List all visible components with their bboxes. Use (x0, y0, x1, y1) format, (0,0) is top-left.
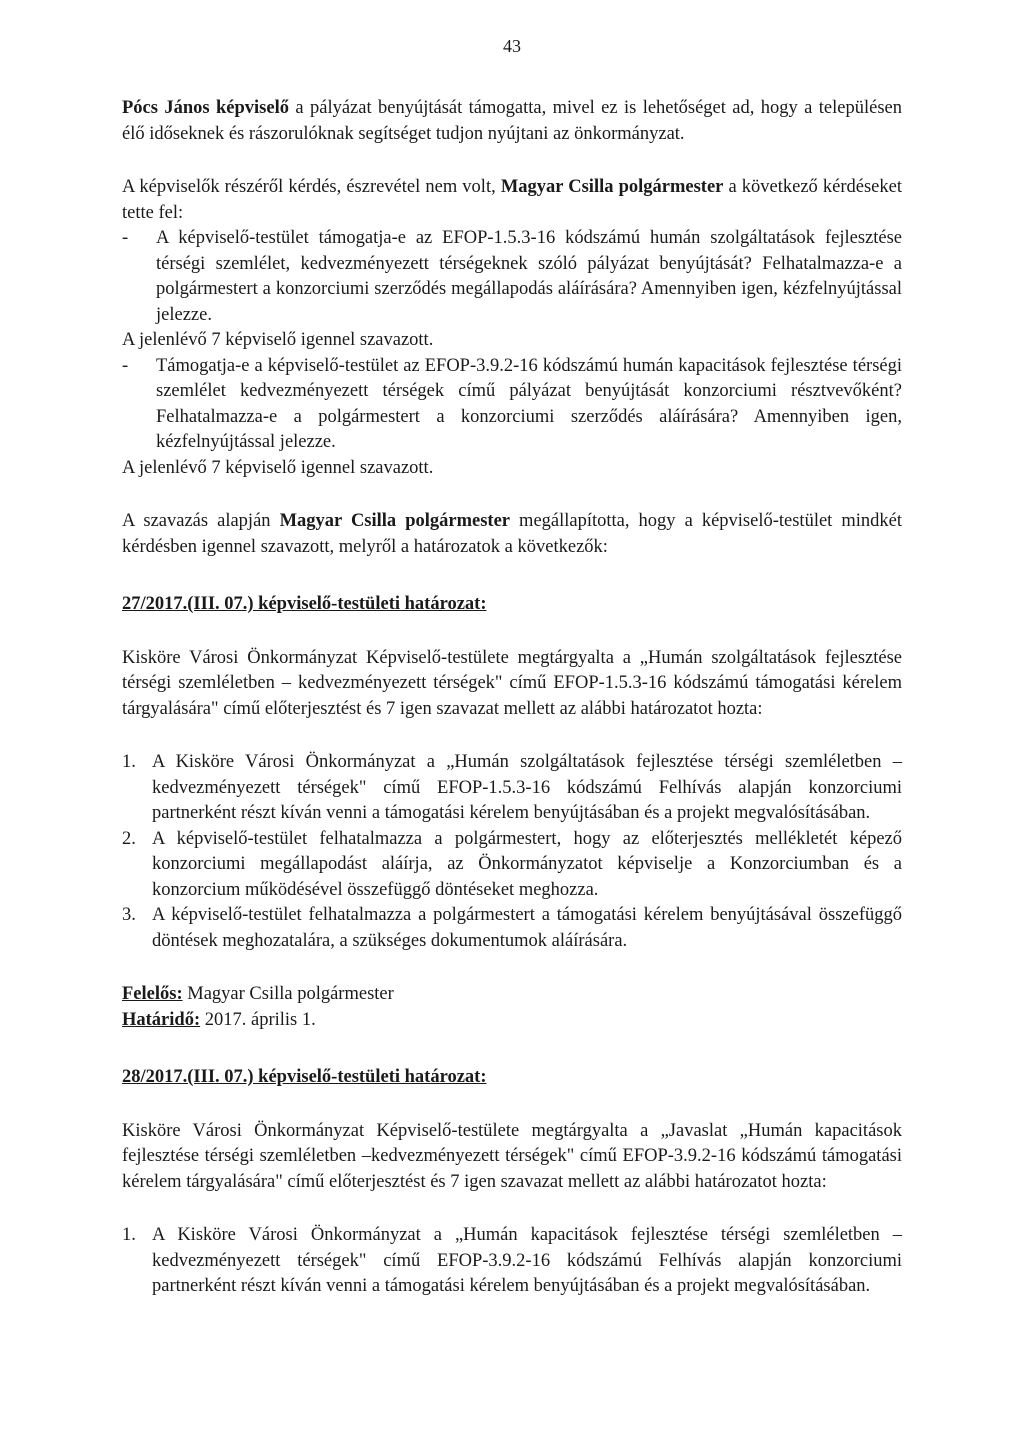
questions-intro-text-2: a következő kérdéseket tette fel: (122, 177, 902, 223)
list-item (122, 827, 902, 904)
question-item-2 (122, 354, 902, 456)
resolution-preamble: Kisköre Városi Önkormányzat Képviselő-testülete megtárgyalta a „Humán szolgáltatások fejlesztése térségi szemléletben – kedvezményezett térségek" című EFOP-1.5.3-16 kódszámú támogatási kérelem tárgyalására" című előterjesztést és 7 igen szavazat mellett az alábbi határozatot hozta: (122, 647, 902, 719)
item-number: 1. (122, 752, 136, 772)
resolution-item-list (122, 750, 902, 954)
resolution-heading: 27/2017.(III. 07.) képviselő-testületi határozat: (122, 594, 487, 614)
result-paragraph (122, 509, 902, 560)
document-body (122, 96, 902, 1300)
item-number: 3. (122, 905, 136, 925)
questions-intro-paragraph (122, 175, 902, 226)
question-item-1 (122, 226, 902, 328)
deadline-value: 2017. április 1. (200, 1009, 316, 1030)
mayor-name: Magyar Csilla polgármester (500, 177, 724, 197)
speaker-name: Pócs János képviselő (122, 98, 289, 118)
questions-intro-text-1: A képviselők részéről kérdés, észrevétel nem volt, (122, 177, 501, 197)
list-item (122, 750, 902, 827)
deadline-label: Határidő: (122, 1009, 201, 1030)
dash-bullet: - (122, 228, 129, 248)
responsible-label: Felelős: (122, 984, 183, 1004)
intro-paragraph (122, 96, 902, 147)
item-text: A képviselő-testület felhatalmazza a polgármestert a támogatási kérelem benyújtásával összefüggő döntések meghozatalára, a szükséges dokumentumok aláírására. (152, 905, 902, 951)
deadline-line (122, 1008, 902, 1034)
item-text: A képviselő-testület felhatalmazza a polgármestert, hogy az előterjesztés mellékletét képező konzorciumi megállapodást aláírja, az Önkormányzatot képviselje a Konzorciumban és a konzorcium működésével összefüggő döntéseket meghozza. (152, 828, 902, 900)
result-text-1: A szavazás alapján (122, 511, 280, 531)
resolution-preamble: Kisköre Városi Önkormányzat Képviselő-testülete megtárgyalta a „Javaslat „Humán kapacitások fejlesztése térségi szemléletben –kedvezményezett térségek" című EFOP-3.9.2-16 kódszámú támogatási kérelem tárgyalására" című előterjesztést és 7 igen szavazat mellett az alábbi határozatot hozta: (122, 1120, 902, 1192)
question-text: Támogatja-e a képviselő-testület az EFOP-3.9.2-16 kódszámú humán kapacitások fejlesztése térségi szemlélet kedvezményezett térségek című pályázat benyújtását konzorciumi résztvevőként? Felhatalmazza-e a polgármestert a konzorciumi szerződés aláírására? Amennyiben igen, kézfelnyújtással jelezze. (156, 355, 902, 452)
list-item (122, 1223, 902, 1300)
intro-text: a pályázat benyújtását támogatta, mivel ez is lehetőséget ad, hogy a településen élő időseknek és rászorulóknak segítséget tudjon nyújtani az önkormányzat. (122, 98, 902, 144)
item-text: A Kisköre Városi Önkormányzat a „Humán kapacitások fejlesztése térségi szemléletben – kedvezményezett térségek" című EFOP-3.9.2-16 kódszámú Felhívás alapján konzorciumi partnerként részt kíván venni a támogatási kérelem benyújtásában és a projekt megvalósításában. (152, 1225, 902, 1296)
page-number: 43 (503, 36, 521, 56)
vote-result: A jelenlévő 7 képviselő igennel szavazott. (122, 457, 434, 478)
resolution-heading: 28/2017.(III. 07.) képviselő-testületi határozat: (122, 1067, 487, 1087)
list-item (122, 903, 902, 954)
vote-result: A jelenlévő 7 képviselő igennel szavazott. (122, 330, 434, 350)
responsible-line (122, 982, 902, 1008)
item-number: 1. (122, 1225, 136, 1245)
resolution-item-list (122, 1223, 902, 1300)
item-number: 2. (122, 828, 136, 849)
item-text: A Kisköre Városi Önkormányzat a „Humán szolgáltatások fejlesztése térségi szemléletben – kedvezményezett térségek" című EFOP-1.5.3-16 kódszámú Felhívás alapján konzorciumi partnerként részt kíván venni a támogatási kérelem benyújtásában és a projekt megvalósításában. (152, 752, 902, 823)
result-text-2: megállapította, hogy a képviselő-testület mindkét kérdésben igennel szavazott, melyről a határozatok a következők: (122, 511, 902, 557)
question-text: A képviselő-testület támogatja-e az EFOP-1.5.3-16 kódszámú humán szolgáltatások fejlesztése térségi szemlélet, kedvezményezett térségeknek szóló pályázat benyújtását? Felhatalmazza-e a polgármestert a konzorciumi szerződés megállapodás aláírására? Amennyiben igen, kézfelnyújtással jelezze. (156, 228, 902, 325)
responsible-value: Magyar Csilla polgármester (182, 984, 394, 1004)
mayor-name: Magyar Csilla polgármester (279, 511, 511, 531)
dash-bullet: - (122, 355, 129, 376)
